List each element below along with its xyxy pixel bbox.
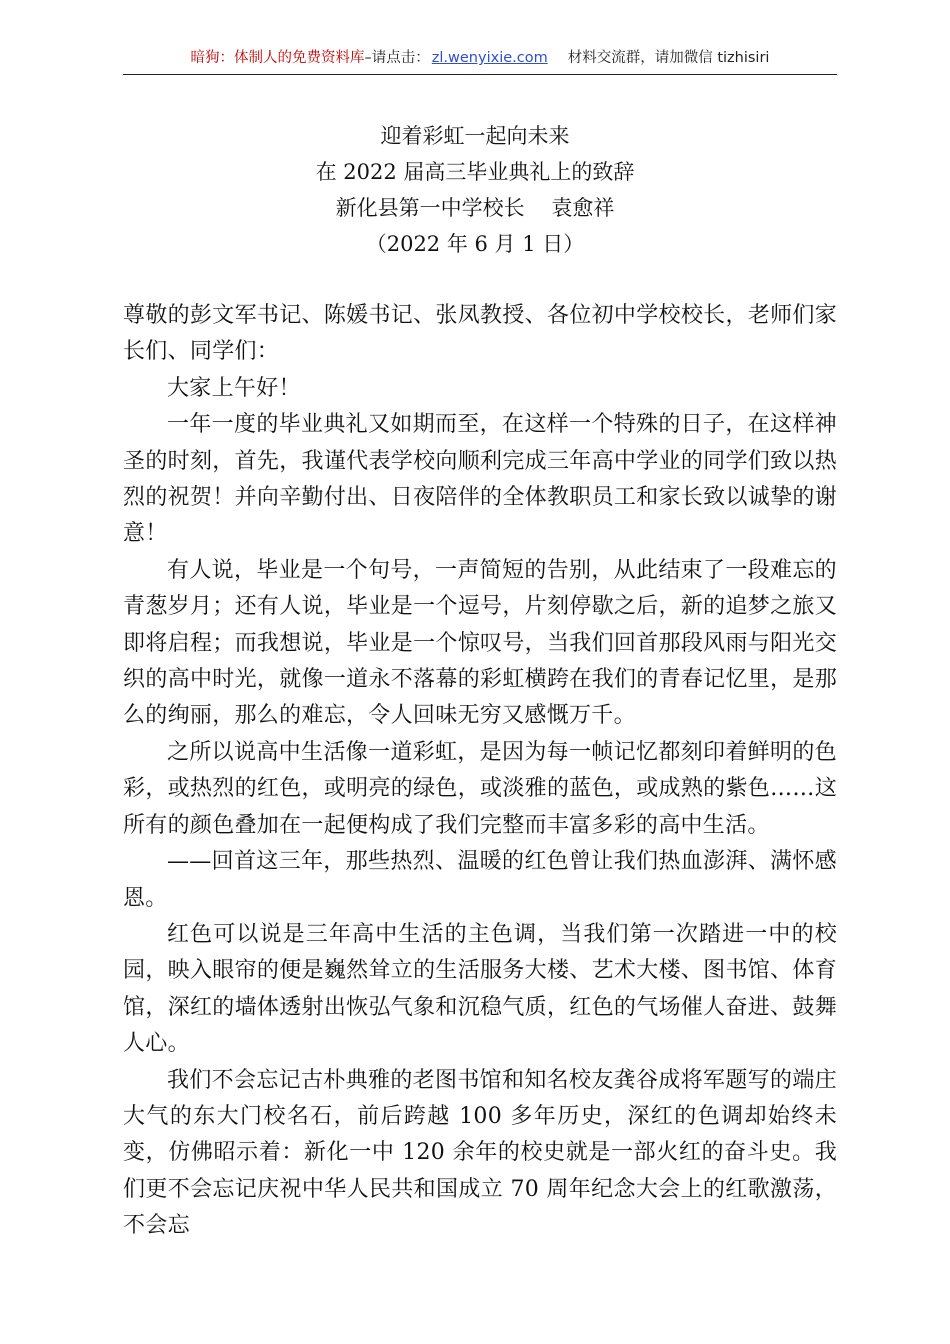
page-header <box>123 46 837 75</box>
header-prompt: –请点击： <box>364 50 430 66</box>
document-author: 新化县第一中学校长 袁愈祥 <box>335 196 615 220</box>
speech-body <box>123 298 837 1245</box>
paragraph: 红色可以说是三年高中生活的主色调，当我们第一次踏进一中的校园，映入眼帘的便是巍然耸立的生活服务大楼、艺术大楼、图书馆、体育馆，深红的墙体透射出恢弘气象和沉稳气质，红色的气场催人奋进、鼓舞人心。 <box>123 921 837 1057</box>
paragraph: 之所以说高中生活像一道彩虹，是因为每一帧记忆都刻印着鲜明的色彩，或热烈的红色，或明亮的绿色，或淡雅的蓝色，或成熟的紫色……这所有的颜色叠加在一起便构成了我们完整而丰富多彩的高中生活。 <box>123 739 837 838</box>
title-block <box>0 118 950 262</box>
salutation: 尊敬的彭文军书记、陈媛书记、张凤教授、各位初中学校校长，老师们家长们、同学们： <box>123 303 837 365</box>
document-date: （2022 年 6 月 1 日） <box>365 232 585 256</box>
greeting: 大家上午好！ <box>167 375 301 401</box>
paragraph: 我们不会忘记古朴典雅的老图书馆和知名校友龚谷成将军题写的端庄大气的东大门校名石，前后跨越 100 多年历史，深红的色调却始终未变，仿佛昭示着：新化一中 120 余年的校史就是一部火红的奋斗史。我们更不会忘记庆祝中华人民共和国成立 70 周年纪念大会上的红歌激荡，不会忘 <box>123 1067 837 1239</box>
header-contact: 材料交流群，请加微信 tizhisiri <box>567 50 770 66</box>
paragraph: ——回首这三年，那些热烈、温暖的红色曾让我们热血澎湃、满怀感恩。 <box>123 849 837 911</box>
document-subtitle: 在 2022 届高三毕业典礼上的致辞 <box>315 160 635 184</box>
header-brand: 暗狗：体制人的免费资料库 <box>190 50 365 66</box>
document-title: 迎着彩虹一起向未来 <box>380 124 570 148</box>
paragraph: 有人说，毕业是一个句号，一声简短的告别，从此结束了一段难忘的青葱岁月；还有人说，毕业是一个逗号，片刻停歇之后，新的追梦之旅又即将启程；而我想说，毕业是一个惊叹号，当我们回首那段风雨与阳光交织的高中时光，就像一道永不落幕的彩虹横跨在我们的青春记忆里，是那么的绚丽，那么的难忘，令人回味无穷又感慨万千。 <box>123 557 837 729</box>
paragraph: 一年一度的毕业典礼又如期而至，在这样一个特殊的日子，在这样神圣的时刻，首先，我谨代表学校向顺利完成三年高中学业的同学们致以热烈的祝贺！并向辛勤付出、日夜陪伴的全体教职员工和家长致以诚挚的谢意！ <box>123 412 837 547</box>
header-link[interactable]: zl.wenyixie.com <box>431 50 548 66</box>
